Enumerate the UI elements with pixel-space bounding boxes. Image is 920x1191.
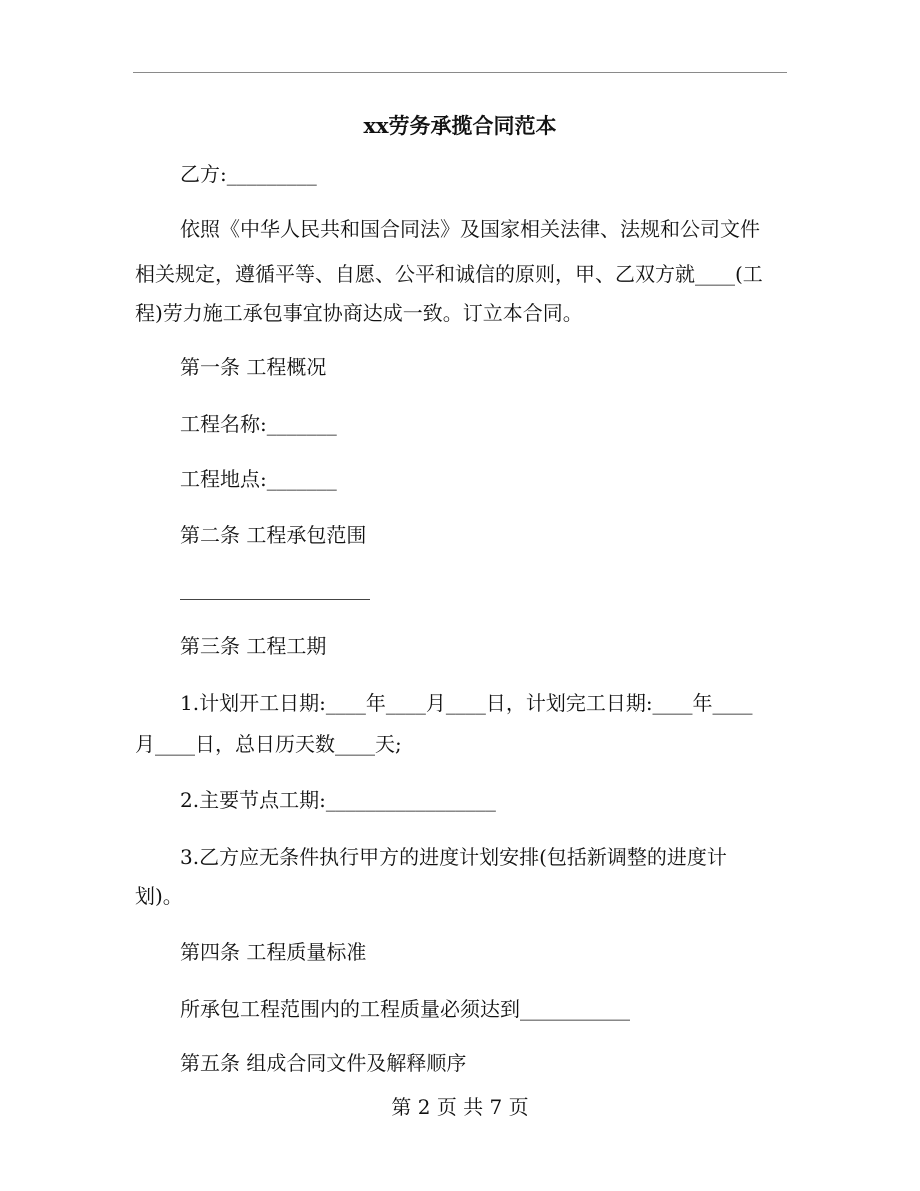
project-name-field: 工程名称:_______ bbox=[180, 412, 337, 436]
intro-line-3: 程)劳力施工承包事宜协商达成一致。订立本合同。 bbox=[135, 301, 583, 325]
page-number: 第 2 页 共 7 页 bbox=[391, 1095, 529, 1119]
party-b-line: 乙方:_________ bbox=[180, 162, 317, 186]
schedule-item-3-line-2: 划)。 bbox=[135, 884, 183, 908]
article2-heading: 第二条 工程承包范围 bbox=[180, 523, 367, 547]
article3-heading: 第三条 工程工期 bbox=[180, 634, 327, 658]
article4-heading: 第四条 工程质量标准 bbox=[180, 940, 367, 964]
project-location-field: 工程地点:_______ bbox=[180, 467, 337, 491]
schedule-item-3-line-1: 3.乙方应无条件执行甲方的进度计划安排(包括新调整的进度计 bbox=[180, 845, 727, 869]
article1-heading: 第一条 工程概况 bbox=[180, 355, 327, 379]
intro-line-1: 依照《中华人民共和国合同法》及国家相关法律、法规和公司文件 bbox=[180, 217, 760, 241]
quality-standard-line: 所承包工程范围内的工程质量必须达到___________ bbox=[180, 997, 630, 1021]
header-rule bbox=[133, 72, 787, 73]
document-title: xx劳务承揽合同范本 bbox=[363, 113, 557, 138]
article5-heading: 第五条 组成合同文件及解释顺序 bbox=[180, 1051, 467, 1075]
intro-line-2: 相关规定，遵循平等、自愿、公平和诚信的原则，甲、乙双方就____(工 bbox=[135, 262, 763, 286]
scope-blank-line bbox=[180, 599, 370, 600]
schedule-item-1-line-2: 月____日，总日历天数____天; bbox=[135, 732, 402, 756]
schedule-item-2: 2.主要节点工期:_________________ bbox=[180, 788, 496, 812]
schedule-item-1-line-1: 1.计划开工日期:____年____月____日，计划完工日期:____年____ bbox=[180, 691, 753, 715]
